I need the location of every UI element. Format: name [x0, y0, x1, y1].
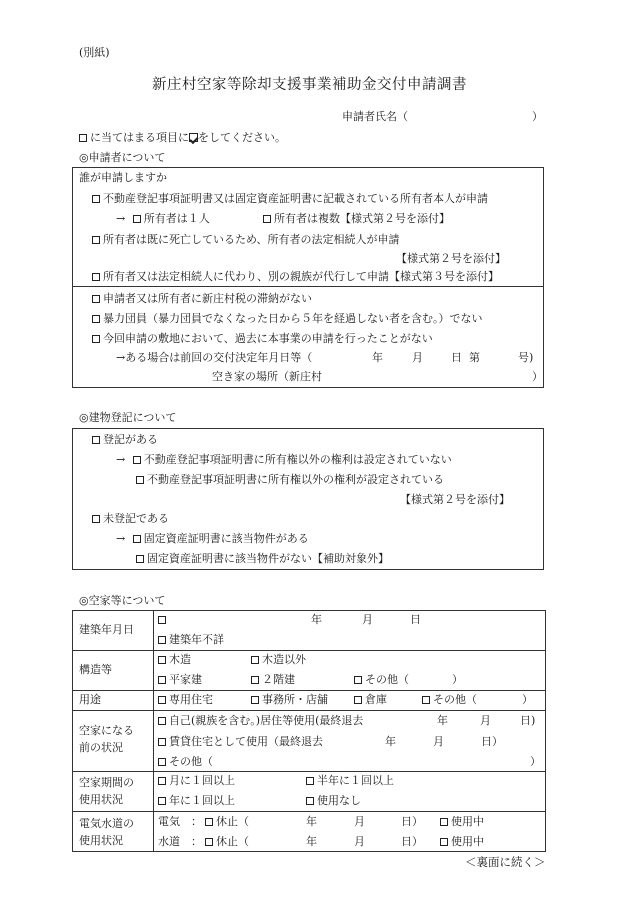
option-use-other[interactable]: その他（ [422, 693, 477, 707]
use-label: 用途 [79, 693, 101, 706]
option-wood[interactable]: 木造 [158, 653, 191, 667]
checkbox-icon[interactable] [158, 616, 166, 624]
option-water-suspended[interactable]: 休止（ [205, 835, 249, 849]
checkbox-icon[interactable] [92, 236, 100, 244]
checkbox-icon[interactable] [92, 295, 100, 303]
applicant-name-label: 申請者氏名（ [342, 110, 408, 123]
prior-number-suffix: 号) [518, 351, 534, 364]
checkbox-icon[interactable] [354, 676, 362, 684]
option-self-use[interactable]: 自己(親族を含む。)居住等使用(最終退去 [158, 714, 363, 728]
checkbox-icon[interactable] [136, 476, 144, 484]
table-row-divider [72, 811, 546, 812]
checkbox-icon[interactable] [205, 818, 213, 826]
checkbox-icon[interactable] [92, 195, 100, 203]
unregistered-property-found-row: → 固定資産証明書に該当物件がある [116, 532, 309, 545]
building-section-title: ◎建物登記について [79, 411, 177, 424]
option-electric-suspended[interactable]: 休止（ [205, 815, 249, 829]
checkbox-no-other-rights[interactable] [133, 456, 141, 464]
registered-no-other-rights-row: → 不動産登記事項証明書に所有権以外の権利は設定されていない [116, 453, 452, 466]
option-rental[interactable]: 賃貸住宅として使用（最終退去 [158, 735, 323, 749]
vacant-section-title: ◎空家等について [79, 594, 166, 607]
option-registered[interactable]: 登記がある [92, 433, 158, 447]
prior-year-unit: 年 [372, 351, 383, 364]
built-year-unit: 年 [311, 613, 322, 626]
water-year-unit: 年 [306, 835, 317, 848]
built-date-label: 建築年月日 [79, 623, 134, 636]
condition-not-gang-member[interactable]: 暴力団員（暴力団員でなくなった日から５年を経過しない者を含む。）でない [92, 312, 483, 326]
option-multiple-owners[interactable]: 所有者は複数【様式第２号を添付】 [263, 212, 450, 226]
checkbox-icon[interactable] [92, 515, 100, 523]
water-day-unit: 日） [401, 835, 423, 848]
checkbox-icon[interactable] [158, 656, 166, 664]
checkbox-icon[interactable] [158, 696, 166, 704]
previous-status-label: 空家になる 前の状況 [79, 724, 134, 754]
prior-number-prefix: 第 [469, 351, 480, 364]
built-day-unit: 日 [410, 613, 421, 626]
checkbox-icon[interactable] [92, 335, 100, 343]
option-other-rights-set[interactable]: 不動産登記事項証明書に所有権以外の権利が設定されている [136, 473, 444, 487]
rental-year-unit: 年 [385, 735, 396, 748]
option-two-story[interactable]: ２階建 [251, 673, 295, 687]
checkbox-icon[interactable] [158, 777, 166, 785]
option-one-story[interactable]: 平家建 [158, 673, 202, 687]
applicant-section-title: ◎申請者について [79, 151, 166, 164]
checkbox-icon[interactable] [92, 273, 100, 281]
structure-label: 構造等 [79, 663, 112, 676]
option-built-unknown[interactable]: 建築年不詳 [158, 633, 224, 647]
checkbox-icon[interactable] [263, 215, 271, 223]
utilities-label: 電気水道の 使用状況 [79, 817, 134, 847]
table-column-divider [153, 610, 154, 852]
electric-label: 電気 ： [158, 815, 202, 828]
checked-checkbox-icon [189, 133, 198, 142]
checkbox-icon[interactable] [422, 696, 430, 704]
electric-month-unit: 月 [354, 815, 365, 828]
structure-other-close: ） [452, 673, 463, 686]
option-warehouse[interactable]: 倉庫 [354, 693, 387, 707]
option-unregistered[interactable]: 未登記である [92, 512, 169, 526]
checkbox-icon[interactable] [136, 555, 144, 563]
prior-decision-label: →ある場合は前回の交付決定年月日等（ [116, 351, 313, 364]
electric-day-unit: 日） [401, 815, 423, 828]
table-row-divider [72, 710, 546, 711]
checkbox-icon[interactable] [251, 676, 259, 684]
checkbox-property-found[interactable] [133, 535, 141, 543]
option-yearly[interactable]: 年に１回以上 [158, 794, 235, 808]
option-monthly[interactable]: 月に１回以上 [158, 774, 235, 788]
checkbox-icon[interactable] [158, 717, 166, 725]
checkbox-icon[interactable] [92, 315, 100, 323]
checkbox-icon[interactable] [251, 656, 259, 664]
prior-day-unit: 日 [451, 351, 462, 364]
prior-month-unit: 月 [412, 351, 423, 364]
other-rights-attachment-note: 【様式第２号を添付】 [400, 493, 510, 506]
page-title: 新庄村空家等除却支援事業補助金交付申請調書 [152, 77, 467, 93]
checkbox-icon[interactable] [158, 758, 166, 766]
condition-no-tax-arrears[interactable]: 申請者又は所有者に新庄村税の滞納がない [92, 292, 312, 306]
water-label: 水道 ： [158, 835, 202, 848]
checkbox-icon[interactable] [306, 777, 314, 785]
built-date-row[interactable] [158, 613, 169, 627]
checkbox-icon[interactable] [92, 436, 100, 444]
table-row-divider [72, 690, 546, 691]
self-use-day-unit: 日) [520, 714, 536, 727]
option-non-wood[interactable]: 木造以外 [251, 653, 306, 667]
instruction: に当てはまる項目に をしてください。 [79, 131, 286, 145]
self-use-month-unit: 月 [480, 714, 491, 727]
option-relative-proxy[interactable]: 所有者又は法定相続人に代わり、別の親族が代行して申請【様式第３号を添付】 [92, 270, 499, 284]
previous-other-close: ） [530, 755, 541, 768]
rental-day-unit: 日） [481, 735, 503, 748]
option-unused[interactable]: 使用なし [306, 794, 361, 808]
option-water-in-use[interactable]: 使用中 [440, 835, 484, 849]
checkbox-icon[interactable] [354, 696, 362, 704]
vacant-location-label: 空き家の場所（新庄村 [212, 370, 322, 383]
checkbox-icon[interactable] [158, 797, 166, 805]
rental-month-unit: 月 [433, 735, 444, 748]
vacancy-usage-label: 空家期間の 使用状況 [79, 776, 134, 806]
continued-on-back: ＜裏面に続く＞ [465, 855, 546, 869]
option-electric-in-use[interactable]: 使用中 [440, 815, 484, 829]
option-owner-self[interactable]: 不動産登記事項証明書又は固定資産証明書に記載されている所有者本人が申請 [92, 192, 488, 206]
condition-no-prior-application[interactable]: 今回申請の敷地において、過去に本事業の申請を行ったことがない [92, 332, 433, 346]
heir-attachment-note: 【様式第２号を添付】 [396, 252, 506, 265]
option-office-shop[interactable]: 事務所・店舗 [251, 693, 328, 707]
checkbox-icon[interactable] [306, 797, 314, 805]
checkbox-icon[interactable] [205, 838, 213, 846]
option-residence[interactable]: 専用住宅 [158, 693, 213, 707]
checkbox-icon[interactable] [440, 838, 448, 846]
checkbox-icon [79, 134, 87, 142]
water-month-unit: 月 [354, 835, 365, 848]
option-property-not-found[interactable]: 固定資産証明書に該当物件がない【補助対象外】 [136, 552, 389, 566]
option-semiannual[interactable]: 半年に１回以上 [306, 774, 394, 788]
annex-label: (別紙) [79, 46, 110, 59]
option-structure-other[interactable]: その他（ [354, 673, 409, 687]
divider [72, 286, 544, 287]
applicant-name-field[interactable] [398, 106, 530, 122]
owner-count-row: → 所有者は１人 [116, 212, 210, 225]
table-row-divider [72, 650, 546, 651]
checkbox-icon[interactable] [440, 818, 448, 826]
prior-decision-date-field[interactable] [342, 349, 514, 365]
vacant-location-field[interactable] [340, 368, 528, 384]
option-heir[interactable]: 所有者は既に死亡しているため、所有者の法定相続人が申請 [92, 233, 400, 247]
self-use-year-unit: 年 [437, 714, 448, 727]
checkbox-single-owner[interactable] [133, 215, 141, 223]
built-month-unit: 月 [362, 613, 373, 626]
electric-year-unit: 年 [306, 815, 317, 828]
vacant-location-close: ） [532, 370, 543, 383]
option-previous-other[interactable]: その他（ [158, 755, 213, 769]
use-other-close: ） [522, 693, 533, 706]
who-applies-label: 誰が申請しますか [79, 171, 167, 184]
applicant-name-close: ） [532, 110, 543, 123]
checkbox-icon[interactable] [158, 676, 166, 684]
checkbox-icon[interactable] [251, 696, 259, 704]
table-row-divider [72, 771, 546, 772]
checkbox-icon[interactable] [158, 636, 166, 644]
checkbox-icon[interactable] [158, 738, 166, 746]
